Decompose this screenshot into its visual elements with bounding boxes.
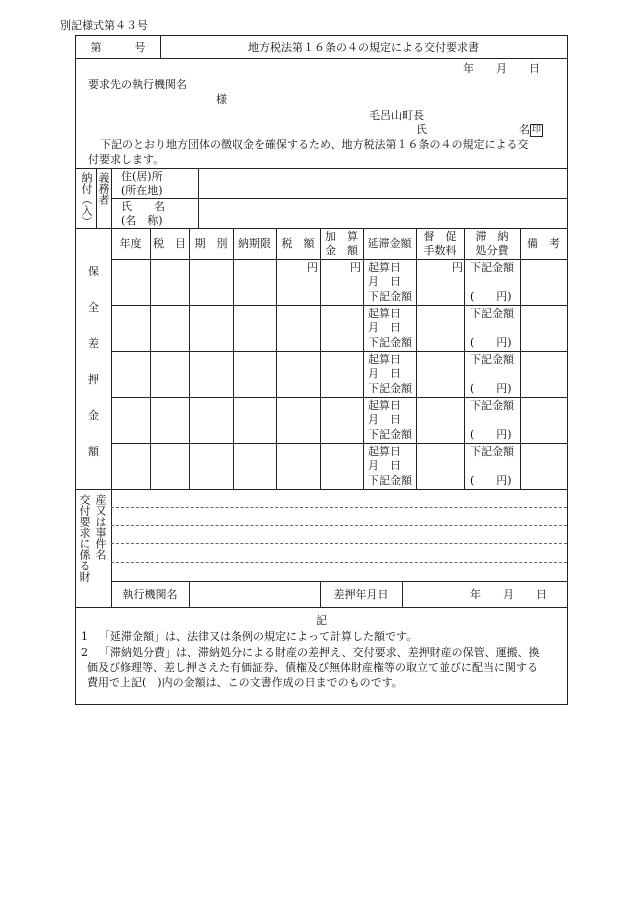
- rule: [464, 228, 465, 489]
- col-year: 年度: [119, 237, 142, 250]
- delay-start-label: 起算日: [368, 445, 401, 458]
- delay-start-label: 起算日: [368, 399, 401, 412]
- delay-date-label: 月 日: [368, 459, 401, 472]
- seal-mark: 印: [531, 124, 541, 135]
- side-char-1: 保: [88, 265, 99, 278]
- rule: [76, 58, 567, 59]
- taxpayer-side-label-1: 納付（入）: [80, 172, 93, 227]
- delay-date-label: 月 日: [368, 275, 401, 288]
- side-char-6: 額: [88, 445, 99, 458]
- seizure-date-value: 年 月 日: [470, 588, 547, 601]
- col-disposal-1: 滞 納: [475, 230, 509, 243]
- rule: [76, 607, 567, 608]
- rule: [76, 489, 567, 490]
- col-delay: 延滞金額: [367, 237, 412, 250]
- disposal-yen: ( 円): [470, 428, 512, 441]
- address-label-alt: (所在地): [121, 184, 163, 197]
- rule: [76, 168, 567, 169]
- notes-heading: 記: [316, 614, 327, 627]
- disposal-yen: ( 円): [470, 290, 512, 303]
- delay-amount-label: 下記金額: [368, 428, 412, 441]
- address-label: 住(居)所: [121, 170, 163, 183]
- form-title: 地方税法第１６条の４の規定による交付要求書: [248, 41, 479, 54]
- note-2-line1: 「滞納処分費」は、滞納処分による財産の差押え、交付要求、差押財産の保管、運搬、換: [99, 646, 540, 659]
- rule: [402, 581, 403, 607]
- recipient-sama: 様: [216, 93, 227, 106]
- delay-date-label: 月 日: [368, 413, 401, 426]
- delay-start-label: 起算日: [368, 307, 401, 320]
- rule: [111, 259, 567, 260]
- yen-urge: 円: [452, 261, 463, 274]
- col-period: 期 別: [194, 237, 228, 250]
- col-urge-2: 手数料: [423, 244, 457, 257]
- issuer-name-label-2: [519, 123, 543, 137]
- disposal-amount-label: 下記金額: [470, 353, 514, 366]
- form-id: 別記様式第４３号: [60, 19, 148, 32]
- rule: [150, 228, 151, 489]
- disposal-yen: ( 円): [470, 336, 512, 349]
- delay-amount-label: 下記金額: [368, 336, 412, 349]
- col-urge-1: 督 促: [423, 230, 457, 243]
- side-char-2: 全: [88, 301, 99, 314]
- side-char-4: 押: [88, 373, 99, 386]
- issuer-name-label-1: 氏: [416, 123, 427, 136]
- col-notes: 備 考: [527, 237, 560, 250]
- rule: [363, 228, 364, 489]
- col-tax-item: 税 目: [153, 237, 186, 250]
- rule: [111, 305, 567, 306]
- rule: [111, 525, 567, 526]
- rule: [233, 228, 234, 489]
- delay-amount-label: 下記金額: [368, 290, 412, 303]
- delay-amount-label: 下記金額: [368, 382, 412, 395]
- rule: [111, 581, 567, 582]
- seizure-date-label: 差押年月日: [333, 588, 389, 601]
- rule: [111, 543, 567, 544]
- disposal-amount-label: 下記金額: [470, 307, 514, 320]
- taxpayer-side-label-2: 義務者: [97, 172, 110, 205]
- rule: [520, 228, 521, 489]
- rule: [111, 562, 567, 563]
- side-char-5: 金: [88, 409, 99, 422]
- request-date: 年 月 日: [463, 62, 540, 75]
- rule: [189, 228, 190, 489]
- col-tax: 税 額: [281, 237, 315, 250]
- note-1-number: 1: [81, 630, 88, 643]
- rule: [111, 351, 567, 352]
- property-side-label-2: 産又は事件名: [94, 494, 107, 560]
- delay-amount-label: 下記金額: [368, 474, 412, 487]
- rule: [111, 198, 567, 199]
- note-2-number: 2: [81, 646, 88, 659]
- recipient-label: 要求先の執行機関名: [88, 78, 187, 91]
- name-label: 氏 名: [121, 200, 165, 213]
- rule: [111, 443, 567, 444]
- delay-date-label: 月 日: [368, 367, 401, 380]
- disposal-amount-label: 下記金額: [470, 445, 514, 458]
- delay-start-label: 起算日: [368, 353, 401, 366]
- disposal-yen: ( 円): [470, 382, 512, 395]
- name-label-alt: (名 称): [121, 214, 163, 227]
- col-disposal-2: 処分費: [475, 244, 509, 257]
- side-char-3: 差: [88, 337, 99, 350]
- note-1-text: 「延滞金額」は、法律又は条例の規定によって計算した額です。: [99, 630, 418, 643]
- property-side-label-1: 交付要求に係る財: [78, 494, 91, 582]
- note-2-line2: 価及び修理等、差し押さえた有価証券、債権及び無体財産権等の取立て並びに配当に関する: [87, 661, 538, 674]
- rule: [189, 581, 190, 607]
- yen-tax: 円: [307, 261, 318, 274]
- delay-start-label: 起算日: [368, 261, 401, 274]
- rule: [276, 228, 277, 489]
- request-body-line1: 下記のとおり地方団体の徴収金を確保するため、地方税法第１６条の４の規定による交: [100, 138, 529, 151]
- col-add-tax-2: 金 額: [325, 244, 358, 257]
- request-body-line2: 付要求します。: [88, 153, 165, 166]
- number-label: 第 号: [90, 41, 146, 54]
- rule: [111, 507, 567, 508]
- disposal-amount-label: 下記金額: [470, 261, 514, 274]
- col-add-tax-1: 加 算: [325, 230, 358, 243]
- delay-date-label: 月 日: [368, 321, 401, 334]
- issuer-title: 毛呂山町長: [369, 109, 424, 122]
- disposal-amount-label: 下記金額: [470, 399, 514, 412]
- issuer-name-label-char: 名: [519, 123, 530, 136]
- rule: [111, 228, 112, 489]
- col-due: 納期限: [238, 237, 271, 250]
- note-2-line3: 費用で上記( )内の金額は、この文書作成の日までのものです。: [87, 676, 403, 689]
- disposal-yen: ( 円): [470, 474, 512, 487]
- rule: [416, 228, 417, 489]
- agency-label: 執行機関名: [122, 588, 178, 601]
- yen-add-tax: 円: [350, 261, 361, 274]
- form-frame: [75, 35, 568, 705]
- rule: [111, 397, 567, 398]
- rule: [320, 228, 321, 489]
